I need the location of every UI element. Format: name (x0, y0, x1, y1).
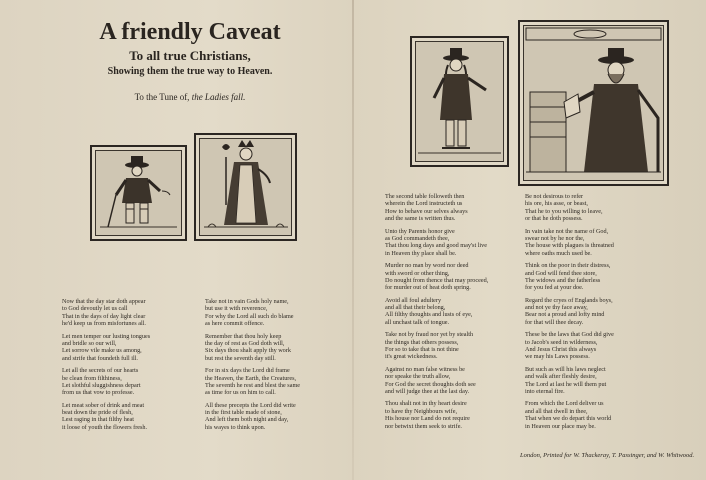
verse-line: it loose of youth the flowers fresh. (62, 423, 148, 431)
stanza (205, 367, 345, 397)
stanza (385, 193, 515, 223)
verse-line: from us that vow to professe. (62, 389, 135, 397)
verse-line: Let slothful sluggishness depart (62, 381, 141, 389)
verse-line: Now that the day star doth appear (62, 298, 146, 305)
ballad-title: A friendly Caveat (99, 19, 281, 45)
verse-line: his wayes to think upon. (205, 423, 266, 431)
verse-line: Murder no man by word nor deed (385, 262, 469, 270)
verse-line: and bridle so our will, (62, 339, 117, 347)
verse-line: These be the laws that God did give (525, 331, 614, 339)
verse-column-1 (62, 298, 197, 436)
verse-line: where oaths much used be. (525, 249, 592, 257)
verse-line: Think on the poor in their distress, (525, 262, 611, 270)
stanza (385, 262, 515, 292)
verse-line: But such as will his laws neglect (525, 365, 606, 373)
verse-line: we may his Laws possess. (525, 353, 590, 361)
verse-line: Take not in vain Gods holy name, (205, 298, 289, 305)
verse-line: and will judge thee at the last day. (385, 387, 470, 395)
stanza (525, 193, 675, 223)
verse-line: The Lord at last he will them put (525, 380, 607, 388)
verse-column-3 (385, 193, 515, 435)
verse-line: His house nor Land do not require (385, 415, 470, 423)
verse-line: From which the Lord deliver us (525, 400, 604, 408)
verse-line: Let all the secrets of our hearts (62, 367, 139, 375)
stanza (525, 228, 675, 258)
stanza (62, 367, 197, 397)
stanza (525, 297, 675, 327)
crowned-figure-icon (194, 133, 297, 241)
verse-line: into eternal fire. (525, 387, 565, 395)
stanza (205, 298, 345, 328)
verse-line: nor speake the truth allow, (385, 373, 451, 381)
verse-line: For God the secret thoughts doth see (385, 380, 476, 388)
verse-line: Thou shalt not in thy heart desire (385, 400, 467, 408)
page-fold (352, 0, 354, 480)
verse-line: for murder out of heat doth spring. (385, 284, 471, 292)
verse-line: and God will fend thee store, (525, 269, 597, 277)
tune-name: the Ladies fall. (191, 92, 246, 102)
verse-line: for you fed at your doe. (525, 284, 584, 292)
stanza (525, 366, 675, 396)
verse-line: to have thy Neighbours wife, (385, 407, 457, 415)
stanza (62, 402, 197, 432)
stanza (525, 400, 675, 430)
stanza (62, 333, 197, 363)
verse-column-4 (525, 193, 675, 435)
verse-line: and the same is written thus. (385, 215, 456, 223)
verse-line: and strife that foundeth full ill. (62, 354, 138, 362)
verse-column-2 (205, 298, 345, 436)
verse-line: That he to you willing to leave, (525, 207, 603, 215)
verse-line: Bear not a proud and lofty mind (525, 311, 605, 319)
verse-line: Six days thou shalt apply thy work (205, 347, 291, 355)
verse-line: nor betwixt them seek to strife. (385, 422, 462, 430)
tune-prefix: To the Tune of, (134, 92, 190, 102)
verse-line: to God devoutly let us call (62, 305, 128, 313)
verse-line: but use it with reverence, (205, 305, 268, 313)
verse-line: Unto thy Parents honor give (385, 227, 455, 235)
verse-line: as God commandeth thee, (385, 234, 450, 242)
verse-line: all unchast talk of tongue. (385, 318, 450, 326)
stanza (385, 228, 515, 258)
seated-scholar-icon (518, 20, 669, 186)
stanza (385, 331, 515, 361)
verse-line: Regard the cryes of Englands boys, (525, 296, 613, 304)
verse-line: he'd keep us from misfortunes all. (62, 320, 146, 328)
verse-line: and all that their belong, (385, 304, 446, 312)
verse-line: be clean from filthiness, (62, 374, 122, 382)
verse-line: All filthy thoughts and lusts of eye, (385, 311, 473, 319)
imprint-line: London, Printed for W. Thackeray, T. Passinger, and W. Whitwood. (520, 452, 695, 459)
stanza (385, 400, 515, 430)
stanza (205, 333, 345, 363)
verse-line: Take not by fraud nor yet by stealth (385, 331, 474, 339)
verse-line: as time for us on him to call. (205, 389, 276, 397)
verse-line: The second table followeth then (385, 193, 465, 200)
verse-line: For why the Lord all such do blame (205, 312, 294, 320)
stanza (525, 331, 675, 361)
verse-line: and all that dwell in thee, (525, 407, 588, 415)
verse-line: and walk after fleshly desire, (525, 373, 597, 381)
verse-line: beat down the pride of flesh, (62, 409, 133, 417)
verse-line: Let sorrow vile make us among, (62, 347, 142, 355)
verse-line: as here commit offence. (205, 320, 265, 328)
stanza (62, 298, 197, 328)
verse-line: All these precepts the Lord did write (205, 401, 296, 409)
verse-line: Let men temper our lusting tongues (62, 332, 151, 340)
verse-line: For so to take that is not thine (385, 346, 459, 354)
verse-line: The seventh he rest and blest the same (205, 381, 301, 389)
verse-line: Lest raging in that filthy heat (62, 416, 134, 424)
verse-line: Against no man false witness be (385, 365, 465, 373)
verse-line: wherein the Lord instructeth us (385, 200, 463, 208)
verse-line: Do nought from thence that may proceed, (385, 276, 489, 284)
verse-line: with sword or other thing, (385, 269, 450, 277)
verse-line: Let meat sober of drink and meat (62, 401, 145, 409)
tune-line (60, 92, 320, 102)
verse-line: The widows and the fatherless (525, 276, 601, 284)
verse-line: to Jacob's seed in wilderness, (525, 338, 598, 346)
verse-line: That in the days of day light clear (62, 312, 146, 320)
verse-line: And Jesus Christ this always (525, 346, 597, 354)
stanza (385, 366, 515, 396)
verse-line: or that he doth possess. (525, 215, 583, 223)
verse-line: The house with plagues is threatned (525, 242, 614, 250)
verse-line: and not ye thy face away, (525, 304, 588, 312)
stanza (205, 402, 345, 432)
verse-line: the day of rest as God doth will, (205, 339, 285, 347)
verse-line: his ore, his asse, or beast, (525, 200, 588, 208)
verse-line: swear not by he nor the, (525, 234, 585, 242)
verse-line: but rest the seventh day still. (205, 354, 276, 362)
stanza (525, 262, 675, 292)
gentleman-pointing-icon (410, 36, 509, 167)
stanza (385, 297, 515, 327)
verse-line: the Heaven, the Earth, the Creatures, (205, 374, 297, 382)
ballad-subtitle: To all true Christians, (129, 48, 251, 63)
verse-line: Be not desirous to refer (525, 193, 584, 200)
verse-line: For in six days the Lord did frame (205, 367, 290, 375)
verse-line: in the first table made of stone, (205, 409, 282, 417)
verse-line: it's great wickedness. (385, 353, 438, 361)
verse-line: for that will thee decay. (525, 318, 584, 326)
verse-line: the things that others possess, (385, 338, 459, 346)
ballad-subtitle-2: Showing them the true way to Heaven. (107, 66, 273, 77)
verse-line: And left them both night and day, (205, 416, 289, 424)
verse-line: in Heaven thy place shall be. (385, 249, 457, 257)
verse-line: in Heaven our place may be. (525, 422, 596, 430)
verse-line: Avoid all foul adultery (385, 296, 442, 304)
man-with-staff-icon (90, 145, 187, 241)
verse-line: That thou long days and good may'st live (385, 242, 487, 250)
verse-line: How to behave our selves always (385, 207, 468, 215)
verse-line: That when we do depart this world (525, 415, 612, 423)
verse-line: Remember that thou holy keep (205, 332, 282, 340)
verse-line: In vain take not the name of God, (525, 227, 609, 235)
